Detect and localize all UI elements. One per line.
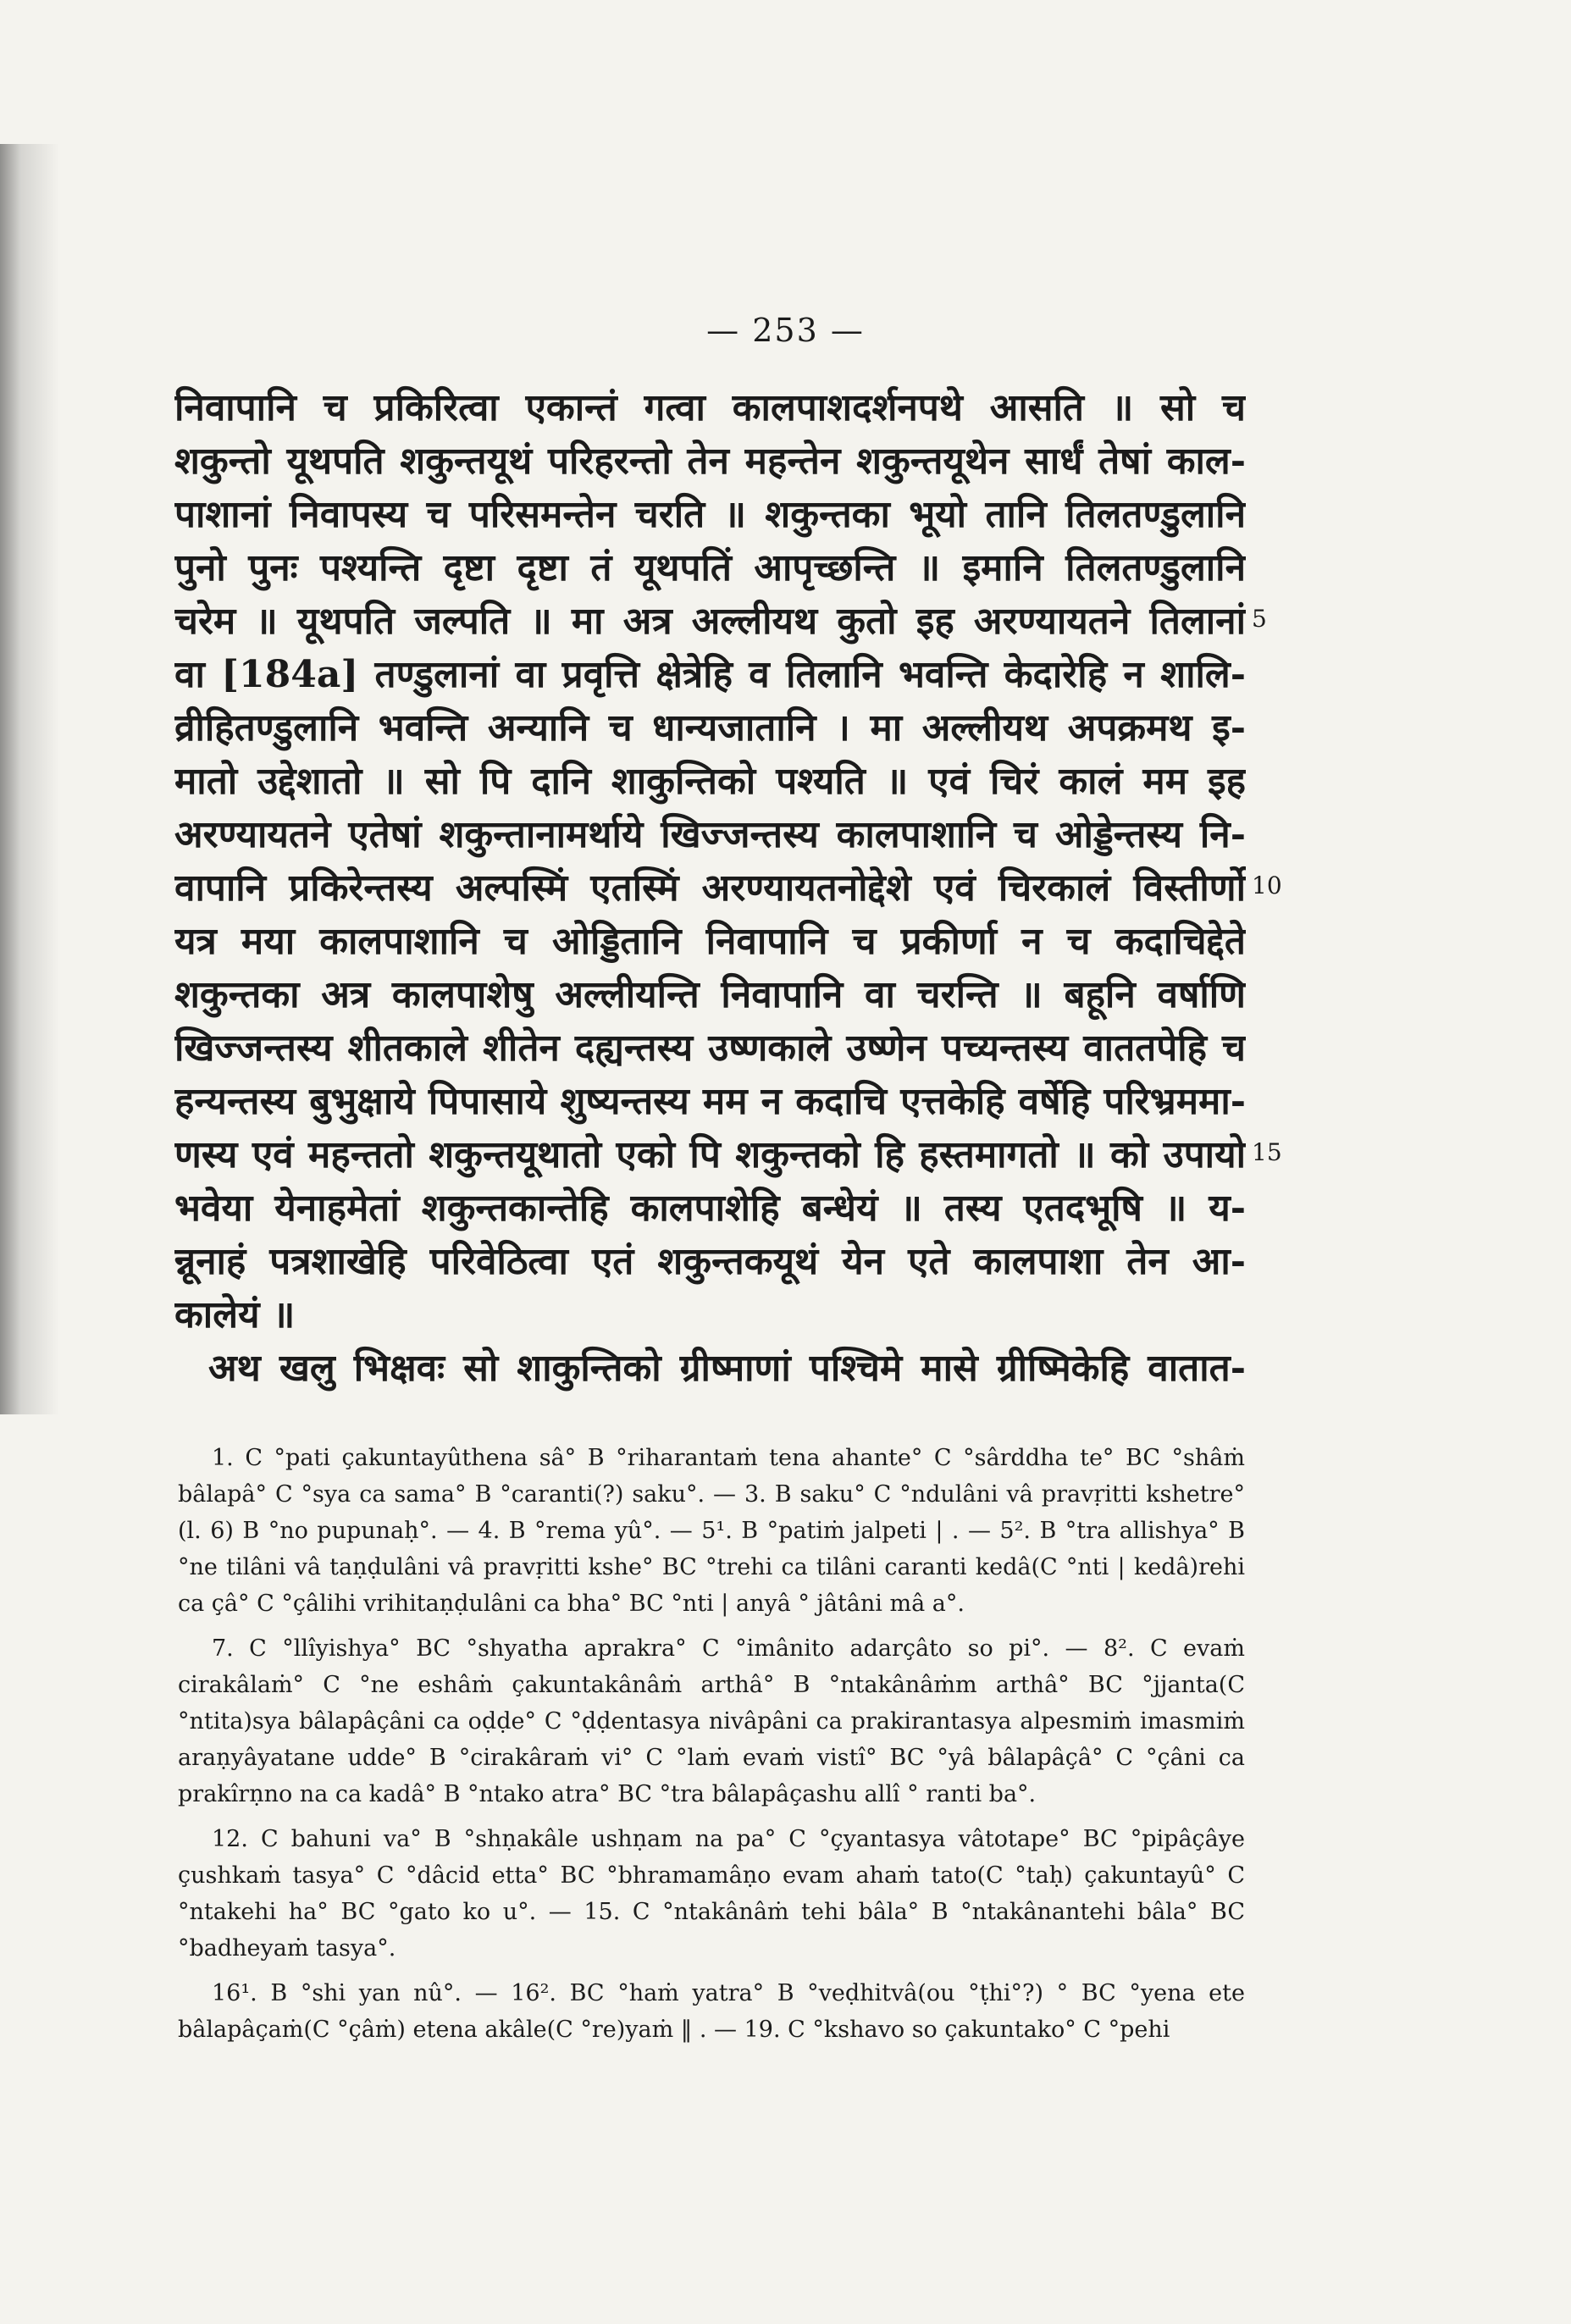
sanskrit-main-text xyxy=(174,381,1246,1395)
text-line-18: कालेयं ॥ xyxy=(174,1293,296,1336)
text-line-16: भवेया येनाहमेतां शकुन्तकान्तेहि कालपाशेहि बन्धेयं ॥ तस्य एतदभूषि ॥ य- xyxy=(174,1187,1246,1230)
footnote-16: 16¹. B °shi yan nû°. — 16². BC °haṁ yatra° B °veḍhitvâ(ou °ṭhi°?) ° BC °yena ete bâlapâçaṁ(C °çâṁ) etena akâle(C °re)yaṁ ‖ . — 19. C °kshavo so çakuntako° C °pehi xyxy=(178,1980,1245,2043)
text-line-19: अथ खलु भिक्षवः सो शाकुन्तिको ग्रीष्माणां पश्चिमे मासे ग्रीष्मिकेहि वातात- xyxy=(208,1347,1246,1390)
text-line-6: वा [184a] तण्डुलानां वा प्रवृत्ति क्षेत्रेहि व तिलानि भवन्ति केदारेहि न शालि- xyxy=(174,653,1246,696)
text-line-12: शकुन्तका अत्र कालपाशेषु अल्लीयन्ति निवापानि वा चरन्ति ॥ बहूनि वर्षाणि xyxy=(174,973,1246,1016)
text-line-14: हन्यन्तस्य बुभुक्षाये पिपासाये शुष्यन्तस्य मम न कदाचि एत्तकेहि वर्षेहि परिभ्रममा- xyxy=(174,1080,1246,1123)
text-line-9: अरण्यायतने एतेषां शकुन्तानामर्थाये खिज्जन्तस्य कालपाशानि च ओड्डेन्तस्य नि- xyxy=(174,813,1246,856)
footnotes xyxy=(178,1440,1245,2056)
text-line-13: खिज्जन्तस्य शीतकाले शीतेन दह्यन्तस्य उष्णकाले उष्णेन पच्यन्तस्य वाततपेहि च xyxy=(174,1026,1246,1070)
text-line-5: चरेम ॥ यूथपति जल्पति ॥ मा अत्र अल्लीयथ कुतो इह अरण्यायतने तिलानां xyxy=(174,600,1246,643)
text-line-2: शकुन्तो यूथपति शकुन्तयूथं परिहरन्तो तेन महन्तेन शकुन्तयूथेन सार्धं तेषां काल- xyxy=(174,440,1246,483)
text-line-8: मातो उद्देशातो ॥ सो पि दानि शाकुन्तिको पश्यति ॥ एवं चिरं कालं मम इह xyxy=(174,760,1246,803)
line-number-10: 10 xyxy=(1252,872,1282,899)
text-line-10: वापानि प्रकिरेन्तस्य अल्पस्मिं एतस्मिं अरण्यायतनोद्देशे एवं चिरकालं विस्तीर्णो xyxy=(174,866,1246,910)
text-line-7: व्रीहितण्डुलानि भवन्ति अन्यानि च धान्यजातानि । मा अल्लीयथ अपक्रमथ इ- xyxy=(174,706,1246,750)
text-line-17: न्नूनाहं पत्रशाखेहि परिवेठित्वा एतं शकुन्तकयूथं येन एते कालपाशा तेन आ- xyxy=(174,1240,1246,1283)
footnote-7: 7. C °llîyishya° BC °shyatha aprakra° C °imânito adarçâto so pi°. — 8². C evaṁ cirakâlaṁ° C °ne eshâṁ çakuntakânâṁ arthâ° B °ntakânâṁm arthâ° BC °jjanta(C °ntita)sya bâlapâçâni ca oḍḍe° C °ḍḍentasya nivâpâni ca prakirantasya alpesmiṁ imasmiṁ araṇyâyatane udde° B °cirakâraṁ vi° C °laṁ evaṁ vistî° BC °yâ bâlapâçâ° C °çâni ca prakîrṇno na ca kadâ° B °ntako atra° BC °tra bâlapâçashu allî ° ranti ba°. xyxy=(178,1635,1245,1807)
line-number-15: 15 xyxy=(1252,1138,1282,1166)
line-number-5: 5 xyxy=(1252,605,1267,633)
text-line-1: निवापानि च प्रकिरित्वा एकान्तं गत्वा कालपाशदर्शनपथे आसति ॥ सो च xyxy=(174,386,1246,429)
text-line-15: णस्य एवं महन्ततो शकुन्तयूथातो एको पि शकुन्तको हि हस्तमागतो ॥ को उपायो xyxy=(174,1133,1246,1176)
text-line-4: पुनो पुनः पश्यन्ति दृष्टा दृष्टा तं यूथपतिं आपृच्छन्ति ॥ इमानि तिलतण्डुलानि xyxy=(174,546,1246,589)
text-line-11: यत्र मया कालपाशानि च ओड्डितानि निवापानि च प्रकीर्णा न च कदाचिद्देते xyxy=(174,920,1246,963)
footnote-1: 1. C °pati çakuntayûthena sâ° B °riharantaṁ tena ahante° C °sârddha te° BC °shâṁ bâlapâ° C °sya ca sama° B °caranti(?) saku°. — 3. B saku° C °ndulâni vâ pravṛitti kshetre° (l. 6) B °no pupunaḥ°. — 4. B °rema yû°. — 5¹. B °patiṁ jalpeti | . — 5². B °tra allishya° B °ne tilâni vâ taṇḍulâni vâ pravṛitti kshe° BC °trehi ca tilâni caranti kedâ(C °nti | kedâ)rehi ca çâ° C °çâlihi vrihitaṇḍulâni ca bha° BC °nti | anyâ ° jâtâni mâ a°. xyxy=(178,1445,1245,1617)
footnote-12: 12. C bahuni va° B °shṇakâle ushṇam na pa° C °çyantasya vâtotape° BC °pipâçâye çushkaṁ tasya° C °dâcid etta° BC °bhramamâṇo evam ahaṁ tato(C °taḥ) çakuntayû° C °ntakehi ha° BC °gato ko u°. — 15. C °ntakânâṁ tehi bâla° B °ntakânantehi bâla° BC °badheyaṁ tasya°. xyxy=(178,1826,1245,1962)
text-line-3: पाशानां निवापस्य च परिसमन्तेन चरति ॥ शकुन्तका भूयो तानि तिलतण्डुलानि xyxy=(174,493,1246,536)
page-number: — 253 — xyxy=(706,312,865,349)
